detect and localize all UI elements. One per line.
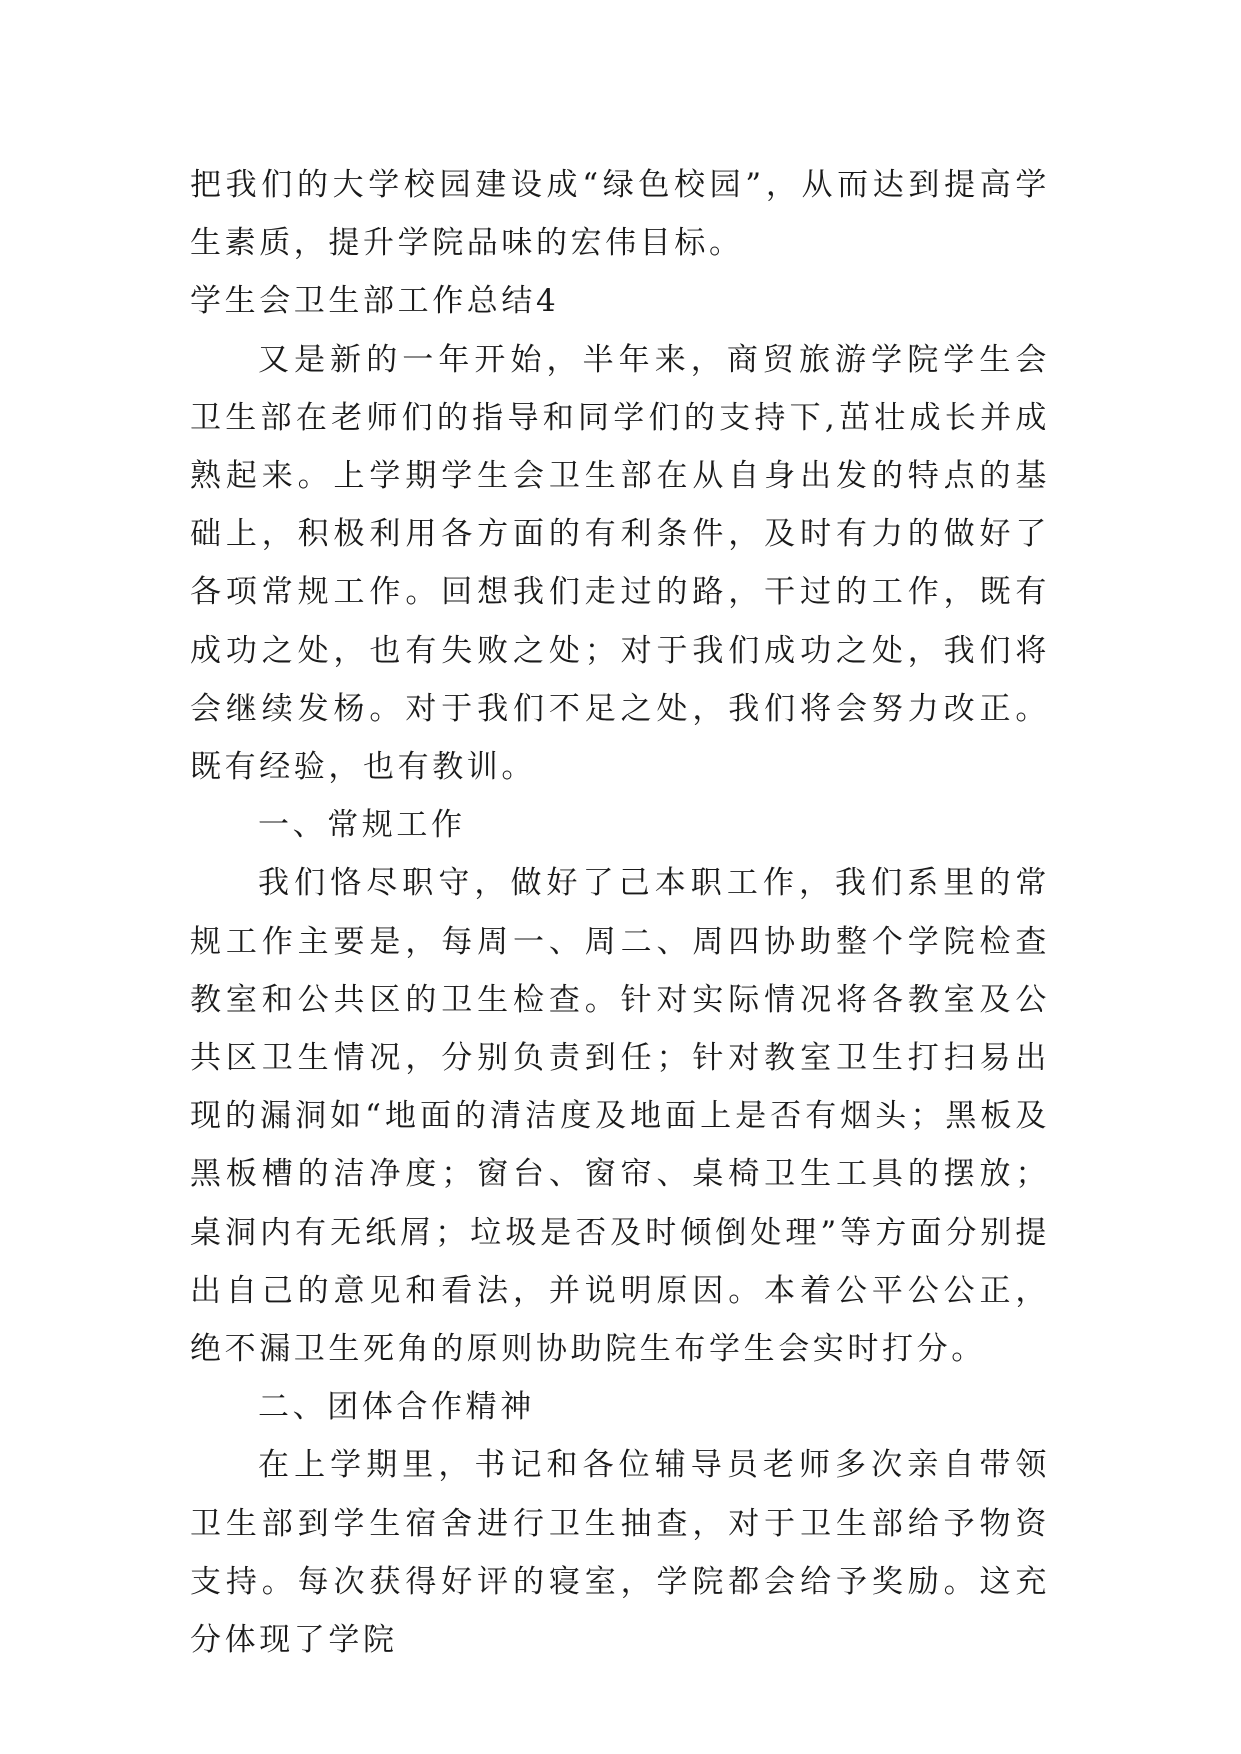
- paragraph-intro-continuation: 把我们的大学校园建设成“绿色校园”，从而达到提高学生素质，提升学院品味的宏伟目标。: [190, 167, 1050, 262]
- document-body: [190, 156, 1050, 1669]
- paragraph-overview: 又是新的一年开始，半年来，商贸旅游学院学生会卫生部在老师们的指导和同学们的支持下,茁壮成长并成熟起来。上学期学生会卫生部在从自身出发的特点的基础上，积极利用各方面的有利条件，及时有力的做好了各项常规工作。回想我们走过的路，干过的工作，既有成功之处，也有失败之处；对于我们成功之处，我们将会继续发杨。对于我们不足之处，我们将会努力改正。既有经验，也有教训。: [190, 341, 1050, 786]
- paragraph-teamwork: 在上学期里，书记和各位辅导员老师多次亲自带领卫生部到学生宿舍进行卫生抽查，对于卫生部给予物资支持。每次获得好评的寝室，学院都会给予奖励。这充分体现了学院: [190, 1447, 1050, 1659]
- section-title: 学生会卫生部工作总结4: [190, 283, 560, 320]
- heading-routine-work: 一、常规工作: [258, 807, 466, 844]
- paragraph-routine-work: 我们恪尽职守，做好了己本职工作，我们系里的常规工作主要是，每周一、周二、周四协助整个学院检查教室和公共区的卫生检查。针对实际情况将各教室及公共区卫生情况，分别负责到任；针对教室卫生打扫易出现的漏洞如“地面的清洁度及地面上是否有烟头；黑板及黑板槽的洁净度；窗台、窗帘、桌椅卫生工具的摆放；桌洞内有无纸屑；垃圾是否及时倾倒处理”等方面分别提出自己的意见和看法，并说明原因。本着公平公公正，绝不漏卫生死角的原则协助院生布学生会实时打分。: [190, 865, 1050, 1368]
- heading-teamwork: 二、团体合作精神: [258, 1389, 535, 1426]
